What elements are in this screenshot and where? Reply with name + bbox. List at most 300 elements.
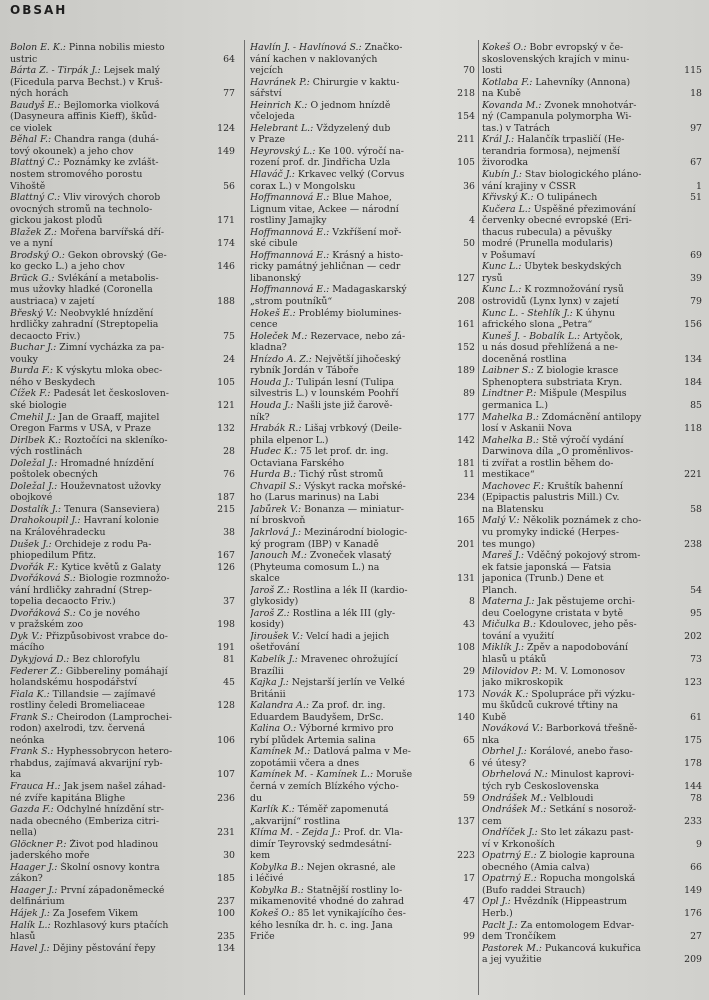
entry-line: Běhal F.: Chandra ranga (duhá- xyxy=(10,134,159,146)
entry-line: Doležal J.: Hromadné hnízdění xyxy=(10,457,154,469)
index-entry xyxy=(482,873,702,896)
entry-line: 81 Dykyjová D.: Bez chlorofylu xyxy=(10,653,235,665)
entry-line: Kalandra A.: Za prof. dr. ing. xyxy=(250,700,386,712)
index-entry xyxy=(250,123,475,146)
entry-page-number: 152 xyxy=(457,342,475,354)
entry-line: Ondrášek M.: Setkání s nosorož- xyxy=(482,804,637,816)
entry-line: vání hrdličky zahradní (Strep- xyxy=(10,584,152,596)
entry-line: Hoffmannová E.: Vzkříšení moř- xyxy=(250,226,402,238)
index-entry xyxy=(250,504,475,527)
entry-page-number: 175 xyxy=(684,734,702,746)
entry-line: 167 phiopedilum Pfitz. xyxy=(10,550,235,562)
entry-page-number: 11 xyxy=(463,469,475,481)
entry-line: Kamínek M.: Datlová palma v Me- xyxy=(250,746,411,758)
entry-author: Frauca H.: xyxy=(10,781,61,792)
entry-author: Paclt J.: xyxy=(482,919,518,931)
entry-line: Karlík K.: Téměř zapomenutá xyxy=(250,804,389,816)
entry-author: Blažek Z.: xyxy=(10,226,57,238)
entry-author: Klíma M. - Zejda J.: xyxy=(250,827,341,839)
entry-line: 54 Planch. xyxy=(482,584,702,596)
index-entry xyxy=(10,342,235,365)
index-entry xyxy=(482,204,702,262)
entry-line: 176 Herb.) xyxy=(482,908,702,920)
entry-line: Miklík J.: Zpěv a napodobování xyxy=(482,642,628,654)
entry-line: 144 tých ryb Československa xyxy=(482,781,702,792)
entry-page-number: 134 xyxy=(217,942,235,954)
index-entry xyxy=(482,192,702,204)
entry-page-number: 29 xyxy=(463,665,475,677)
entry-line: 171 gickou jakost plodů xyxy=(10,215,235,227)
entry-line: 43 kosidy) xyxy=(250,619,475,631)
index-entry xyxy=(250,654,475,677)
index-entry xyxy=(250,446,475,469)
entry-line: Mareš J.: Vděčný pokojový strom- xyxy=(482,550,641,562)
index-entry xyxy=(482,77,702,100)
entry-page-number: 171 xyxy=(217,215,235,227)
entry-page-number: 235 xyxy=(217,931,235,943)
entry-author: Blattný C.: xyxy=(10,192,61,204)
index-entry xyxy=(10,539,235,562)
entry-page-number: 69 xyxy=(690,249,702,261)
entry-author: Kokeš O.: xyxy=(482,42,527,53)
entry-line: dimír Teyrovský sedmdesátní- xyxy=(250,838,392,850)
entry-author: Opl J.: xyxy=(482,896,511,908)
index-entry xyxy=(10,481,235,504)
entry-line: Kabelík J.: Mravenec ohrožující xyxy=(250,653,398,665)
entry-line: Frank S.: Cheirodon (Lamprochei- xyxy=(10,711,172,723)
entry-page-number: 77 xyxy=(223,88,235,100)
entry-page-number: 161 xyxy=(457,319,475,331)
entry-line: Čížek F.: Padesát let českosloven- xyxy=(10,388,169,400)
entry-author: Heinrich K.: xyxy=(250,99,308,111)
index-entry xyxy=(250,608,475,631)
entry-line: Blažek Z.: Mořena barvířská dří- xyxy=(10,226,165,238)
entry-page-number: 18 xyxy=(690,88,702,100)
entry-line: Havránek P.: Chirurgie v kaktu- xyxy=(250,76,400,88)
entry-author: Hlaváč J.: xyxy=(250,169,295,181)
index-entry xyxy=(250,550,475,585)
entry-line: červenky obecné evropské (Eri- xyxy=(482,215,632,227)
entry-line: 105 rození prof. dr. Jindřicha Uzla xyxy=(250,157,475,169)
index-entry xyxy=(250,723,475,746)
entry-line: ovocných stromů na technolo- xyxy=(10,203,153,215)
entry-author: Kunc L.: xyxy=(482,284,522,296)
index-entry xyxy=(10,608,235,631)
entry-author: Havránek P.: xyxy=(250,76,310,88)
entry-line: 187 obojkové xyxy=(10,492,235,504)
entry-author: Hoffmannová E.: xyxy=(250,192,330,204)
entry-author: Hnízdo A. Z.: xyxy=(250,353,312,365)
entry-page-number: 132 xyxy=(217,423,235,435)
entry-line: 65 rybí plůdek Artemia salina xyxy=(250,734,475,746)
index-entry xyxy=(10,920,235,943)
entry-line: 149 tový okounek) a jeho chov xyxy=(10,145,235,157)
index-entry xyxy=(482,850,702,873)
entry-page-number: 97 xyxy=(690,122,702,134)
entry-line: Kubín J.: Stav biologického pláno- xyxy=(482,169,642,181)
entry-author: Ondrášek M.: xyxy=(482,804,547,816)
entry-author: Běhal F.: xyxy=(10,134,52,146)
index-entry xyxy=(10,885,235,908)
entry-line: 73 hlasů u ptáků xyxy=(482,653,702,665)
entry-line: 51 Křivský K.: O tulipánech xyxy=(482,192,702,204)
index-entry xyxy=(482,920,702,943)
entry-line: Čmehil J.: Jan de Graaff, majitel xyxy=(10,411,160,423)
entry-line: Dvořáková S.: Co je nového xyxy=(10,607,140,619)
entry-line: Drahokoupil J.: Havraní kolonie xyxy=(10,515,159,527)
entry-page-number: 43 xyxy=(463,619,475,631)
entry-author: Malý V.: xyxy=(482,515,520,527)
entry-page-number: 223 xyxy=(457,850,475,862)
entry-line: Nováková V.: Barborková třešně- xyxy=(482,723,638,735)
entry-line: 202 tování a využití xyxy=(482,630,702,642)
entry-page-number: 221 xyxy=(684,469,702,481)
entry-line: skoslovenských krajích v minu- xyxy=(482,53,630,65)
entry-line: Mičulka B.: Kdoulovec, jeho pěs- xyxy=(482,619,637,631)
entry-page-number: 237 xyxy=(217,896,235,908)
entry-line: 97 tas.) v Tatrách xyxy=(482,122,702,134)
entry-line: 201 ký program (IBP) v Kanadě xyxy=(250,538,475,550)
entry-author: Čížek F.: xyxy=(10,388,51,400)
entry-line: 99 Friče xyxy=(250,931,475,943)
entry-author: Kovanda M.: xyxy=(482,99,542,111)
entry-author: Drahokoupil J.: xyxy=(10,515,81,527)
entry-line: 221 mestikace“ xyxy=(482,469,702,481)
entry-line: 17 i léčivé xyxy=(250,873,475,885)
entry-page-number: 65 xyxy=(463,734,475,746)
entry-author: Bolon E. K.: xyxy=(10,42,66,53)
entry-line: 175 nka xyxy=(482,734,702,746)
entry-author: Heyrovský L.: xyxy=(250,145,316,157)
entry-line: 233 cem xyxy=(482,815,702,827)
entry-line: Kokeš O.: 85 let vynikajícího čes- xyxy=(250,908,406,920)
entry-author: Haager J.: xyxy=(10,861,58,873)
index-entry xyxy=(482,746,702,769)
entry-line: rodon) axelrodi, tzv. červená xyxy=(10,723,146,735)
entry-author: Kalina O.: xyxy=(250,723,297,735)
entry-line: 174 ve a nyní xyxy=(10,238,235,250)
entry-author: Holeček M.: xyxy=(250,330,308,342)
entry-author: Dvořák F.: xyxy=(10,561,59,573)
entry-line: 95 deu Coelogyne cristata v bytě xyxy=(482,607,702,619)
entry-line: 66 obecného (Amia calva) xyxy=(482,861,702,873)
entry-page-number: 177 xyxy=(457,411,475,423)
entry-author: Hrabák R.: xyxy=(250,423,302,435)
entry-author: Karlík K.: xyxy=(250,804,295,816)
entry-line: 118 losí v Askanii Nova xyxy=(482,423,702,435)
entry-line: Fiala K.: Tillandsie — zajímavé xyxy=(10,688,156,700)
entry-line: 36 corax L.) v Mongolsku xyxy=(250,180,475,192)
entry-line: Heinrich K.: O jednom hnízdě xyxy=(250,99,391,111)
entry-author: Machovec F.: xyxy=(482,480,545,492)
entry-author: Dvořáková S.: xyxy=(10,607,76,619)
index-entry xyxy=(482,134,702,169)
entry-line: Novák K.: Spolupráce při výzku- xyxy=(482,688,635,700)
entry-page-number: 107 xyxy=(217,769,235,781)
entry-page-number: 184 xyxy=(684,376,702,388)
index-entry xyxy=(250,862,475,885)
index-entry xyxy=(482,689,702,724)
entry-author: Mareš J.: xyxy=(482,550,525,562)
entry-line: Doležal J.: Houževnatost užovky xyxy=(10,480,162,492)
entry-page-number: 188 xyxy=(217,296,235,308)
entry-page-number: 6 xyxy=(469,757,475,769)
entry-line: hrdličky zahradní (Streptopelia xyxy=(10,319,159,331)
entry-page-number: 208 xyxy=(457,296,475,308)
entry-line: Hlaváč J.: Krkavec velký (Corvus xyxy=(250,169,405,181)
entry-author: Kamínek M. - Kamínek L.: xyxy=(250,769,374,781)
entry-line: 188 austriaca) v zajetí xyxy=(10,296,235,308)
entry-line: 27 dem Trončíkem xyxy=(482,931,702,943)
entry-author: Milovidov P.: xyxy=(482,665,542,677)
entry-page-number: 238 xyxy=(684,538,702,550)
entry-page-number: 37 xyxy=(223,596,235,608)
entry-page-number: 173 xyxy=(457,688,475,700)
entry-author: Ondrášek M.: xyxy=(482,792,547,804)
index-entry xyxy=(250,77,475,100)
entry-line: Kotlaba F.: Lahevníky (Annona) xyxy=(482,76,631,88)
entry-line: Houda J.: Našli jste již čarově- xyxy=(250,399,393,411)
index-entry xyxy=(10,746,235,781)
entry-line: 208 „strom poutníků“ xyxy=(250,296,475,308)
index-entry xyxy=(250,169,475,192)
index-entry xyxy=(482,42,702,77)
index-entry xyxy=(10,458,235,481)
entry-author: Jakrlová J.: xyxy=(250,526,302,538)
entry-line: 28 vých rostlinách xyxy=(10,446,235,458)
entry-line: 59 du xyxy=(250,792,475,804)
entry-line: 189 rybník Jordán v Táboře xyxy=(250,365,475,377)
entry-line: Hoffmannová E.: Krásný a histo- xyxy=(250,249,404,261)
entry-line: Bolon E. K.: Pinna nobilis miesto xyxy=(10,42,165,53)
entry-author: Čmehil J.: xyxy=(10,411,56,423)
entry-page-number: 45 xyxy=(223,677,235,689)
entry-page-number: 30 xyxy=(223,850,235,862)
entry-page-number: 47 xyxy=(463,896,475,908)
index-entry xyxy=(10,412,235,435)
entry-author: Miklík J.: xyxy=(482,642,524,654)
index-entry xyxy=(10,365,235,388)
entry-line: 85 germanica L.) xyxy=(482,399,702,411)
entry-page-number: 8 xyxy=(469,596,475,608)
index-entry xyxy=(10,250,235,273)
entry-page-number: 79 xyxy=(690,296,702,308)
entry-line: Kokeš O.: Bobr evropský v če- xyxy=(482,42,624,53)
entry-author: Halík L.: xyxy=(10,919,51,931)
entry-page-number: 142 xyxy=(457,434,475,446)
entry-line: 127 libanonský xyxy=(250,272,475,284)
entry-line: Frank S.: Hyphessobrycon hetero- xyxy=(10,746,173,758)
entry-line: Hudec K.: 75 let prof. dr. ing. xyxy=(250,446,389,458)
entry-line: 64 ustric xyxy=(10,53,235,65)
entry-line: 178 vé útesy? xyxy=(482,757,702,769)
entry-author: Havlín J. - Havlínová S.: xyxy=(250,42,362,53)
entry-page-number: 118 xyxy=(684,423,702,435)
entry-line: 115 losti xyxy=(482,65,702,77)
entry-line: Kuneš J. - Bobalík L.: Artyčok, xyxy=(482,330,623,342)
entry-line: 38 na Královéhradecku xyxy=(10,526,235,538)
entry-line: Blattný C.: Poznámky ke zvlášt- xyxy=(10,157,159,169)
entry-page-number: 85 xyxy=(690,399,702,411)
entry-line: Dušek J.: Orchideje z rodu Pa- xyxy=(10,538,152,550)
index-entry xyxy=(10,689,235,712)
entry-line: Machovec F.: Kruštík bahenní xyxy=(482,480,623,492)
entry-author: Kalandra A.: xyxy=(250,700,309,712)
entry-page-number: 181 xyxy=(457,457,475,469)
index-entry xyxy=(10,308,235,343)
entry-line: 67 živorodka xyxy=(482,157,702,169)
entry-page-number: 100 xyxy=(217,908,235,920)
entry-author: Obrhelová N.: xyxy=(482,769,548,781)
entry-line: Kajka J.: Nejstarší jerlín ve Velké xyxy=(250,677,405,689)
entry-page-number: 198 xyxy=(217,619,235,631)
entry-line: terandria formosa), nejmenší xyxy=(482,145,620,157)
index-entry xyxy=(482,388,702,411)
entry-line: 156 afrického slona „Petra“ xyxy=(482,319,702,331)
index-entry xyxy=(250,354,475,377)
entry-line: thacus rubecula) a pěvušky xyxy=(482,226,612,238)
entry-author: Federer Z.: xyxy=(10,665,63,677)
entry-line: Mahelka B.: Stě výročí vydání xyxy=(482,434,624,446)
entry-page-number: 140 xyxy=(457,711,475,723)
entry-line: Heyrovský L.: Ke 100. výročí na- xyxy=(250,145,404,157)
entry-page-number: 27 xyxy=(690,931,702,943)
entry-page-number: 24 xyxy=(223,353,235,365)
entry-line: 100 Hájek J.: Za Josefem Vikem xyxy=(10,908,235,920)
entry-line: Obrhel J.: Korálové, anebo řaso- xyxy=(482,746,633,758)
index-entry xyxy=(482,412,702,435)
entry-line: (Dasyneura affinis Kieff), škůd- xyxy=(10,111,157,123)
entry-line: Halík L.: Rozhlasový kurs ptačích xyxy=(10,919,169,931)
entry-line: Milovidov P.: M. V. Lomonosov xyxy=(482,665,626,677)
entry-line: 37 topelia decaocto Friv.) xyxy=(10,596,235,608)
index-entry xyxy=(10,42,235,65)
entry-line: Janouch M.: Zvoneček vlasatý xyxy=(250,550,392,562)
entry-author: Kučera L.: xyxy=(482,203,531,215)
entry-author: Kabelík J.: xyxy=(250,653,298,665)
entry-line: 11 Hurda B.: Tichý růst stromů xyxy=(250,469,475,481)
index-entry xyxy=(10,862,235,885)
index-entry xyxy=(250,827,475,862)
entry-page-number: 178 xyxy=(684,757,702,769)
index-entry xyxy=(10,908,235,920)
index-entry xyxy=(10,631,235,654)
entry-page-number: 51 xyxy=(690,192,702,204)
entry-line: 235 hlasů xyxy=(10,931,235,943)
entry-page-number: 99 xyxy=(463,931,475,943)
entry-line: 47 mikamenovité vhodné do zahrad xyxy=(250,896,475,908)
index-entry xyxy=(250,284,475,307)
entry-line: mus užovky hladké (Coronella xyxy=(10,284,153,296)
entry-line: Havlín J. - Havlínová S.: Značko- xyxy=(250,42,403,53)
entry-line: 18 na Kubě xyxy=(482,88,702,100)
entry-author: Gazda F.: xyxy=(10,804,54,816)
entry-author: Dostalík J.: xyxy=(10,503,61,515)
entry-line: Kunc L.: K rozmnožování rysů xyxy=(482,284,624,296)
entry-page-number: 165 xyxy=(457,515,475,527)
entry-line: 134 Havel J.: Dějiny pěstování řepy xyxy=(10,942,235,954)
entry-author: Frank S.: xyxy=(10,711,54,723)
entry-author: Hájek J.: xyxy=(10,908,50,920)
entry-author: Mahelka B.: xyxy=(482,411,539,423)
entry-line: 6 zopotámii včera a dnes xyxy=(250,757,475,769)
entry-page-number: 236 xyxy=(217,792,235,804)
entry-line: 237 delfinárium xyxy=(10,896,235,908)
entry-author: Hoffmannová E.: xyxy=(250,226,330,238)
index-entry xyxy=(482,793,702,805)
entry-line: Malý V.: Několik poznámek z cho- xyxy=(482,515,642,527)
entry-line: Jaroš Z.: Rostlina a lék II (kardio- xyxy=(250,584,408,596)
entry-page-number: 176 xyxy=(684,908,702,920)
entry-line: 45 holandskému hospodářství xyxy=(10,677,235,689)
index-entry xyxy=(10,781,235,804)
index-entry xyxy=(250,677,475,700)
index-entry xyxy=(10,666,235,689)
entry-line: 89 silvestris L.) v lounském Poohří xyxy=(250,388,475,400)
entry-line: 134 doceněná rostlina xyxy=(482,353,702,365)
entry-line: Kalina O.: Výborné krmivo pro xyxy=(250,723,394,735)
entry-author: Obrhel J.: xyxy=(482,746,527,758)
entry-line: Buchar J.: Zimní vycházka za pa- xyxy=(10,342,165,354)
entry-line: Gazda F.: Odchylné hnízdění str- xyxy=(10,804,164,816)
index-entry xyxy=(250,585,475,608)
entry-line: Kamínek M. - Kamínek L.: Moruše xyxy=(250,769,413,781)
entry-line: modré (Prunella modularis) xyxy=(482,238,613,250)
index-entry xyxy=(250,769,475,804)
index-entry xyxy=(10,100,235,135)
entry-author: Kajka J.: xyxy=(250,677,289,689)
entry-page-number: 4 xyxy=(469,215,475,227)
entry-line: 9 ví v Krkonoších xyxy=(482,838,702,850)
entry-line: Opl J.: Hvězdník (Hippeastrum xyxy=(482,896,627,908)
index-entry xyxy=(250,42,475,77)
entry-line: Břeský V.: Neobvyklé hnízdění xyxy=(10,307,154,319)
index-entry xyxy=(250,192,475,227)
entry-line: Dyk V.: Přizpůsobivost vrabce do- xyxy=(10,630,168,642)
entry-line: Opatrný E.: Z biologie kaprouna xyxy=(482,850,635,862)
column-divider xyxy=(478,40,479,995)
entry-author: Opatrný E.: xyxy=(482,873,537,885)
entry-page-number: 61 xyxy=(690,711,702,723)
entry-line: ek fatsie japonská — Fatsia xyxy=(482,561,612,573)
index-entry xyxy=(482,642,702,665)
entry-line: 128 rostliny čeledi Bromeliaceae xyxy=(10,700,235,712)
entry-line: 69 v Pošumaví xyxy=(482,249,702,261)
entry-page-number: 123 xyxy=(684,677,702,689)
entry-line: 56 Vihoště xyxy=(10,180,235,192)
entry-page-number: 134 xyxy=(684,353,702,365)
entry-line: Kovanda M.: Zvonek mnohotvár- xyxy=(482,99,637,111)
entry-page-number: 75 xyxy=(223,330,235,342)
entry-page-number: 28 xyxy=(223,446,235,458)
index-entry xyxy=(10,562,235,574)
entry-line: ricky památný jehličnan — cedr xyxy=(250,261,401,273)
entry-line: Frauca H.: Jak jsem našel záhad- xyxy=(10,781,166,792)
entry-page-number: 36 xyxy=(463,180,475,192)
entry-line: Bárta Z. - Tirpák J.: Lejsek malý xyxy=(10,65,160,77)
index-entry xyxy=(10,388,235,411)
index-entry xyxy=(482,261,702,284)
entry-page-number: 156 xyxy=(684,319,702,331)
entry-line: 30 jaderského moře xyxy=(10,850,235,862)
entry-author: Haager J.: xyxy=(10,884,58,896)
index-entry xyxy=(482,100,702,135)
entry-author: Kobylka B.: xyxy=(250,861,304,873)
entry-line: Baudyš E.: Bejlomorka violková xyxy=(10,99,160,111)
entry-line: 137 „akvarijní“ rostlina xyxy=(250,815,475,827)
entry-author: Houda J.: xyxy=(250,399,294,411)
entry-page-number: 202 xyxy=(684,630,702,642)
